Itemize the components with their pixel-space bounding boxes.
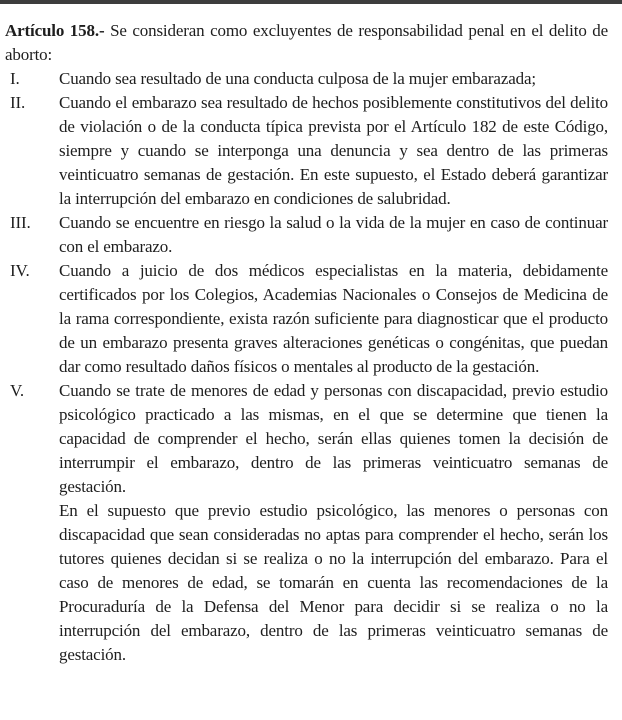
item-numeral: V. — [10, 381, 25, 400]
top-border — [0, 0, 622, 4]
item-numeral: I. — [10, 69, 20, 88]
item-text-container — [59, 379, 608, 667]
article-intro — [5, 19, 608, 67]
item-numeral: II. — [10, 93, 26, 112]
list-item-iv — [5, 259, 608, 379]
article-heading: Artículo 158.- — [5, 21, 105, 40]
article-intro-text: Se consideran como excluyentes de responsabilidad penal en el delito de aborto: — [5, 21, 609, 64]
list-item-i — [5, 67, 608, 91]
item-text: Cuando se encuentre en riesgo la salud o la vida de la mujer en caso de continuar con el embarazo. — [59, 213, 608, 256]
item-text-container — [59, 211, 608, 259]
item-text: Cuando sea resultado de una conducta culposa de la mujer embarazada; — [59, 69, 536, 88]
list-item-v — [5, 379, 608, 667]
list-item-ii — [5, 91, 608, 211]
item-numeral: III. — [10, 213, 31, 232]
item-numeral: IV. — [10, 261, 30, 280]
item-text: Cuando el embarazo sea resultado de hechos posiblemente constitutivos del delito de violación o de la conducta típica prevista por el Artículo 182 de este Código, siempre y cuando se interponga una denuncia y sea dentro de las primeras veinticuatro semanas de gestación. En este supuesto, el Estado deberá garantizar la interrupción del embarazo en condiciones de salubridad. — [59, 93, 608, 208]
list-item-iii — [5, 211, 608, 259]
item-text-container — [59, 67, 608, 91]
item-text: Cuando se trate de menores de edad y personas con discapacidad, previo estudio psicológico practicado a las mismas, en el que se determine que tienen la capacidad de comprender el hecho, serán ellas quienes tomen la decisión de interrumpir el embarazo, dentro de las primeras veinticuatro semanas de gestación. — [59, 381, 608, 496]
item-text-container — [59, 259, 608, 379]
item-text-container — [59, 91, 608, 211]
item-text-paragraph-2: En el supuesto que previo estudio psicológico, las menores o personas con discapacidad que sean consideradas no aptas para comprender el hecho, serán los tutores quienes decidan si se realiza o no la interrupción del embarazo. Para el caso de menores de edad, se tomarán en cuenta las recomendaciones de la Procuraduría de la Defensa del Menor para decidir si se realiza o no la interrupción del embarazo, dentro de las primeras veinticuatro semanas de gestación. — [59, 501, 608, 664]
document-page — [5, 19, 608, 667]
item-text: Cuando a juicio de dos médicos especialistas en la materia, debidamente certificados por los Colegios, Academias Nacionales o Consejos de Medicina de la rama correspondiente, exista razón suficiente para diagnosticar que el producto de un embarazo presenta graves alteraciones genéticas o congénitas, que puedan dar como resultado daños físicos o mentales al producto de la gestación. — [59, 261, 608, 376]
